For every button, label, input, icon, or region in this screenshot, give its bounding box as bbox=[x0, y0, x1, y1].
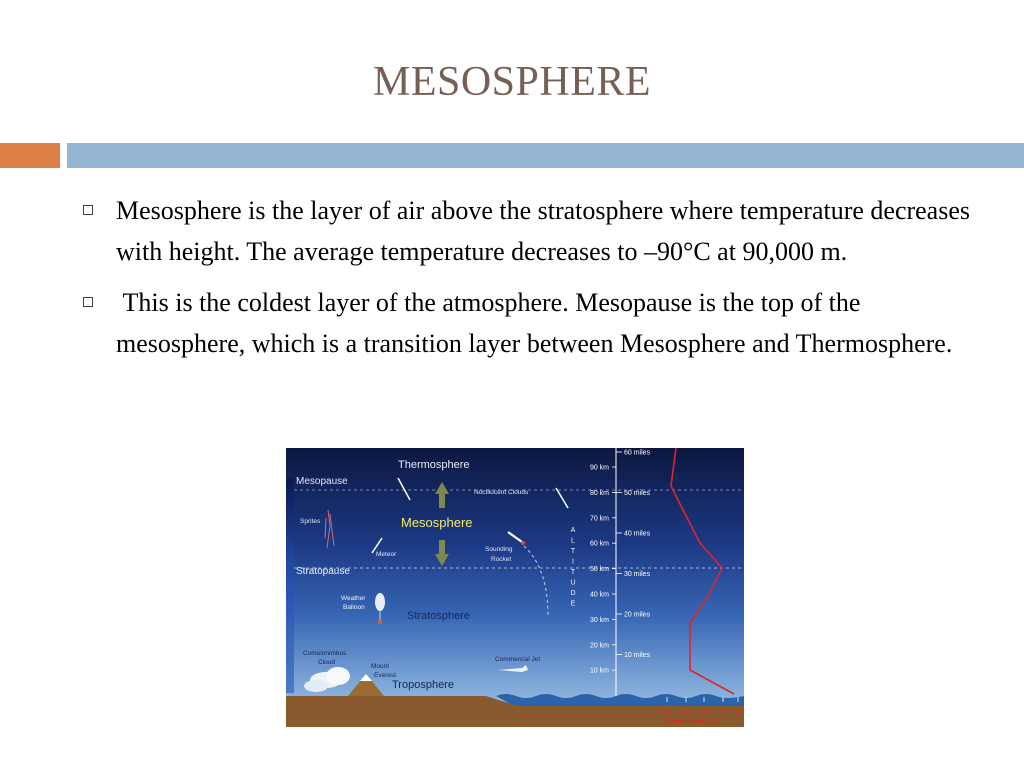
square-bullet-icon bbox=[83, 205, 93, 215]
km-tick-label: 90 km bbox=[589, 464, 609, 472]
slide-title: MESOSPHERE bbox=[372, 59, 652, 105]
temperature-tick-label: -60 bbox=[681, 709, 691, 716]
meteor-label: Meteor bbox=[376, 551, 397, 558]
temperature-tick-label: 20 bbox=[734, 709, 742, 716]
altitude-letter: U bbox=[570, 579, 576, 587]
temperature-axis-label: Temperature (°C) bbox=[667, 718, 717, 725]
km-tick-label: 80 km bbox=[589, 489, 609, 497]
altitude-letter: D bbox=[570, 590, 576, 597]
bullet-item bbox=[80, 190, 970, 272]
cumulonimbus-label-1: Cumulonimbus bbox=[303, 650, 347, 657]
sounding-rocket-label-2: Rocket bbox=[491, 556, 512, 563]
bullet-list bbox=[80, 190, 970, 374]
temperature-tick-label: -30 bbox=[699, 709, 709, 716]
atmosphere-diagram-svg bbox=[286, 448, 744, 727]
altitude-letter: T bbox=[570, 569, 576, 576]
atmosphere-diagram bbox=[286, 448, 744, 727]
altitude-letter: L bbox=[571, 537, 575, 545]
mile-tick-label: 40 miles bbox=[624, 530, 651, 538]
layer-band bbox=[286, 478, 294, 693]
weather-balloon-label-2: Balloon bbox=[343, 604, 365, 611]
km-tick-label: 60 km bbox=[589, 540, 609, 548]
mile-tick-label: 30 miles bbox=[624, 571, 651, 578]
km-tick-label: 40 km bbox=[589, 591, 609, 599]
mile-tick-label: 50 miles bbox=[624, 490, 651, 497]
sprites-label: Sprites bbox=[300, 518, 321, 525]
stratosphere-label: Stratosphere bbox=[407, 610, 470, 622]
weather-balloon-label-1: Weather bbox=[341, 595, 366, 602]
temperature-tick-label: 0 bbox=[721, 709, 725, 716]
sounding-rocket-label-1: Sounding bbox=[485, 546, 513, 553]
km-tick-label: 20 km bbox=[589, 642, 609, 650]
mile-tick-label: 60 miles bbox=[624, 449, 651, 457]
square-bullet-icon bbox=[83, 297, 93, 307]
km-tick-label: 10 km bbox=[589, 667, 609, 675]
altitude-letter: A bbox=[570, 527, 576, 534]
mile-tick-label: 20 miles bbox=[624, 611, 651, 619]
mount-everest-label-1: Mount bbox=[371, 663, 390, 670]
km-tick-label: 70 km bbox=[589, 515, 609, 523]
troposphere-label: Troposphere bbox=[392, 679, 454, 691]
mount-everest-label-2: Everest bbox=[374, 672, 397, 679]
altitude-letter: I bbox=[572, 558, 574, 566]
stratopause-label: Stratopause bbox=[296, 566, 350, 577]
km-tick-label: 50 km bbox=[589, 566, 609, 574]
accent-bar-blue bbox=[67, 143, 1024, 168]
commercial-jet-label: Commercial Jet bbox=[495, 656, 541, 663]
thermosphere-label: Thermosphere bbox=[398, 459, 470, 471]
bullet-text: This is the coldest layer of the atmosphere. Mesopause is the top of the mesosphere, which is a transition layer between Mesosphere and Thermosphere. bbox=[116, 288, 953, 358]
km-tick-label: 30 km bbox=[589, 616, 609, 624]
mesosphere-label: Mesosphere bbox=[401, 515, 473, 530]
altitude-letter: E bbox=[570, 600, 576, 608]
bullet-text: Mesosphere is the layer of air above the stratosphere where temperature decreases with height. The average temperature decreases to –90°C at 90,000 m. bbox=[116, 196, 971, 266]
cumulonimbus-label-2: Cloud bbox=[318, 659, 335, 666]
temperature-tick-label: -90 bbox=[662, 709, 672, 716]
mile-tick-label: 10 miles bbox=[624, 652, 651, 659]
bullet-item bbox=[80, 282, 970, 364]
altitude-letter: T bbox=[570, 548, 576, 555]
mesopause-label: Mesopause bbox=[296, 476, 348, 487]
accent-bar-orange bbox=[0, 143, 60, 168]
noctilucent-clouds-label: Noctilucent Clouds bbox=[474, 489, 529, 496]
